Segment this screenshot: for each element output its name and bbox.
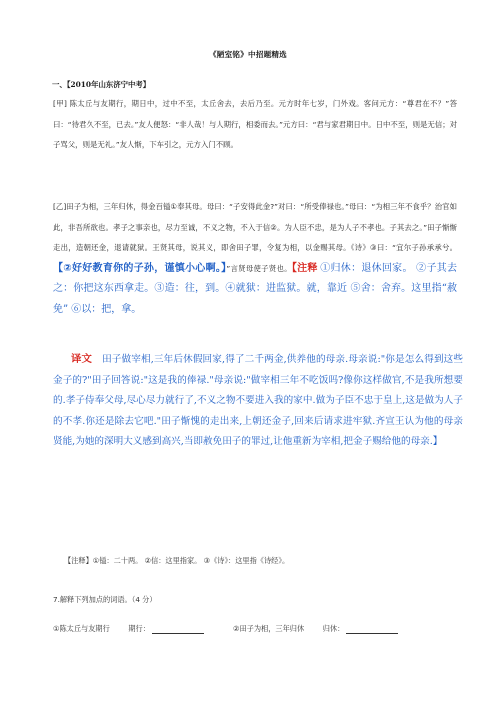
translation-text: 田子做宰相,三年后休假回家,得了二千两金,供养他的母亲.母亲说:"你是怎么得到这些金子的?"田子回答说:"这是我的俸禄."母亲说:"做宰相三年不吃饭吗?像你这样做官,不是我所想要的.孝子侍奉父母,尽心尽力就行了,不义之物不要进入我的家中.做为子臣不忠于皇上,这是做为人子的不孝.你还是除去它吧."田子惭愧的走出来,上朝还金子,回来后请求进牢狱.齐宣王认为他的母亲贤能,为她的深明大义感到高兴,当即赦免田子的罪过,让他重新为宰相,把金子赐给他的母亲.】 (53, 354, 464, 448)
question-7-item-1 (53, 624, 233, 634)
translation-block (53, 349, 463, 453)
q7-item1-label: 期行： (128, 624, 150, 633)
section-suffix: 年山东济宁中考】 (91, 80, 151, 89)
translation-label: 译文 (71, 353, 93, 365)
q7-item2-label: 归休： (322, 624, 345, 633)
q7-item2-text: ②田子为相，三年归休 (233, 624, 305, 633)
document-title: 《陋室铭》中招题精选 (209, 50, 287, 59)
question-7-items (53, 624, 473, 634)
passage-b-quote: ”言贤母使子贤也。 (226, 263, 292, 273)
passage-b (53, 197, 457, 320)
section-heading (52, 79, 150, 90)
annotation-heading: 【注释 (291, 262, 318, 274)
answer-blank-2[interactable] (346, 625, 398, 634)
section-prefix: 一、【 (52, 80, 71, 89)
answer-blank-1[interactable] (152, 625, 204, 634)
question-7-item-2 (233, 624, 398, 634)
annotation-body: ①归休：退休回家。 ②子其去之：你把这东西拿走。③造：往，到。④就狱：进监狱。就，靠近 ⑤舍：舍弃。这里指“赦免” ⑥以：把，拿。 (53, 262, 457, 315)
passage-b-highlight: 【②好好教育你的子孙，谨慎小心啊。】 (53, 262, 227, 274)
q7-item1-text: ①陈太丘与友期行 (53, 624, 110, 633)
passage-a: [甲] 陈太丘与友期行，期日中，过中不至，太丘舍去，去后乃至。元方时年七岁，门外戏。客问元方：“尊君在不？”答曰：“待君久不至，已去。”友人便怒：“非人哉！与人期行，相委而去。”元方曰：“君与家君期日中。日中不至，则是无信；对子骂父，则是无礼。”友人惭，下车引之，元方入门不顾。 (53, 99, 457, 149)
question-7-prompt: 7.解释下列加点的词语。（4 分） (53, 595, 157, 604)
section-year: 2010 (70, 80, 92, 89)
passage-b-text: [乙]田子为相，三年归休，得金百镒①奉其母。母曰：“子安得此金?”对曰：“所受俸禄也。”母曰：“为相三年不食乎？治官如此，非吾所欲也。孝子之事亲也，尽力至诚，不义之物，不入于信②。为人臣不忠，是为人子不孝也。子其去之。”田子惭惭走出，造朝还金，退请就狱。王贤其母，说其义，即舍田子罪，令复为相，以金赐其母。《诗》③曰：“宜尔子孙承承兮。 (53, 202, 457, 252)
footnotes: 【注释】①镒：二十两。 ②信：这里指家。 ③《诗》：这里指《诗经》。 (64, 556, 290, 565)
